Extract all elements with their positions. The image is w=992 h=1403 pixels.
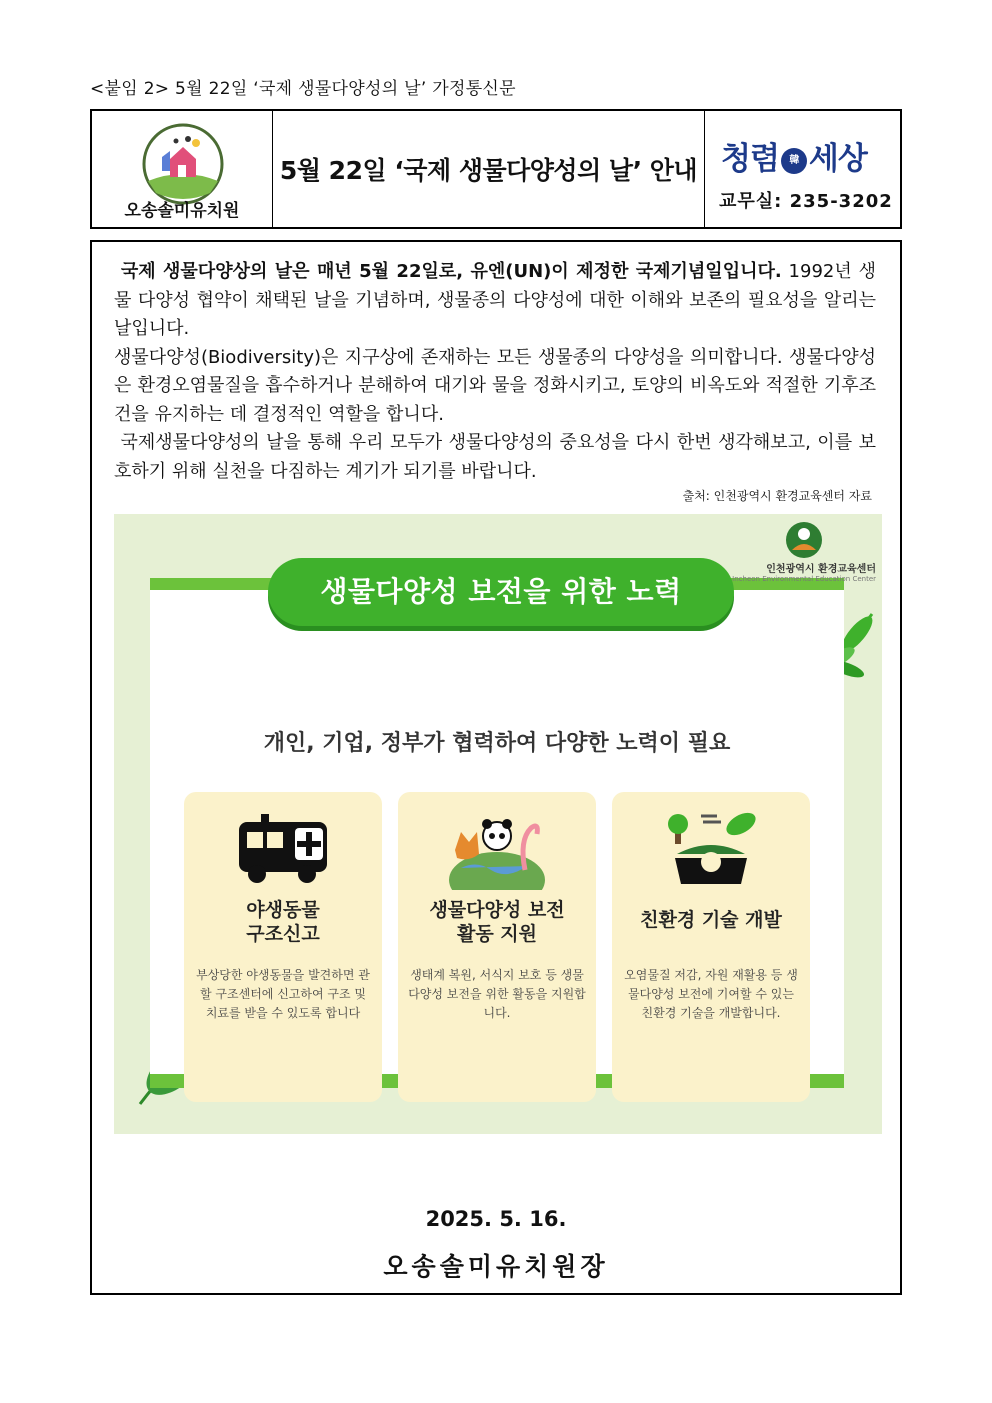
- box-eco-technology: [612, 792, 810, 1102]
- box-title: [398, 898, 596, 946]
- source-note: 출처: 인천광역시 환경교육센터 자료: [682, 489, 872, 503]
- biodiversity-infographic: [114, 514, 882, 1134]
- box-title-line: 생물다양성 보전: [429, 899, 565, 921]
- box-description: 오염물질 저감, 자원 재활용 등 생물다양성 보전에 기여할 수 있는 친환경 기술을 개발합니다.: [624, 968, 798, 1020]
- infographic-banner: 생물다양성 보전을 위한 노력: [268, 558, 734, 626]
- header-table: [90, 109, 902, 229]
- box-title-line: 활동 지원: [456, 923, 538, 945]
- school-cell: [92, 111, 273, 227]
- animals-globe-icon: [447, 810, 547, 890]
- integrity-slogan-logo: [721, 133, 867, 178]
- document-date: 2025. 5. 16.: [425, 1207, 567, 1231]
- slogan-center: 韓: [781, 148, 807, 174]
- paragraph-1-rest: 1992년 생물 다양성 협약이 채택된 날을 기념하며, 생물종의 다양성에 대한 이해와 보존의 필요성을 알리는 날입니다.: [114, 261, 876, 339]
- title-cell: [273, 111, 705, 227]
- paragraph-3: [114, 429, 876, 486]
- document-title: 5월 22일 ‘국제 생물다양성의 날’ 안내: [279, 156, 698, 185]
- slogan-right: 세상: [808, 141, 867, 177]
- infographic-card: [150, 578, 844, 1088]
- box-title-line: 친환경 기술 개발: [640, 909, 782, 931]
- school-name: 오송솔미유치원: [124, 201, 240, 221]
- signer: 오송솔미유치원장: [383, 1252, 609, 1281]
- education-center-name: 인천광역시 환경교육센터: [766, 564, 876, 575]
- box-title: [184, 898, 382, 946]
- box-description: 생태계 복원, 서식지 보호 등 생물다양성 보전을 위한 활동을 지원합니다.: [408, 968, 586, 1020]
- office-phone: 교무실: 235-3202: [719, 191, 893, 212]
- box-description: 부상당한 야생동물을 발견하면 관할 구조센터에 신고하여 구조 및 치료를 받을 수 있도록 합니다: [196, 968, 370, 1020]
- contact-cell: [705, 111, 900, 227]
- education-center-logo: [726, 520, 876, 583]
- box-wildlife-rescue: [184, 792, 382, 1102]
- education-center-emblem-icon: [784, 520, 824, 560]
- paragraph-2: 생물다양성(Biodiversity)은 지구상에 존재하는 모든 생물종의 다양성을 의미합니다. 생물다양성은 환경오염물질을 흡수하거나 분해하여 대기와 물을 정화시키고, 토양의 비옥도와 적절한 기후조건을 유지하는 데 결정적인 역할을 합니다.: [114, 346, 876, 425]
- box-title-line: 구조신고: [246, 923, 320, 945]
- box-title: [612, 908, 810, 932]
- eco-gear-icon: [661, 810, 761, 890]
- box-title-line: 야생동물: [246, 899, 320, 921]
- school-logo-icon: [140, 121, 226, 207]
- paragraph-3-text: 국제생물다양성의 날을 통해 우리 모두가 생물다양성의 중요성을 다시 한번 생각해보고, 이를 보호하기 위해 실천을 다짐하는 계기가 되기를 바랍니다.: [114, 432, 876, 482]
- paragraph-1-bold: 국제 생물다양상의 날은 매년 5월 22일로, 유엔(UN)이 제정한 국제기념일입니다.: [120, 261, 782, 282]
- infographic-subtitle: 개인, 기업, 정부가 협력하여 다양한 노력이 필요: [263, 731, 731, 756]
- paragraph-1: [114, 258, 876, 344]
- box-conservation-support: [398, 792, 596, 1102]
- slogan-left: 청렴: [721, 141, 779, 177]
- body-text: [114, 258, 876, 486]
- education-center-name-en: Incheon Environmental Education Center: [732, 575, 876, 583]
- attachment-line: <붙임 2> 5월 22일 ‘국제 생물다양성의 날’ 가정통신문: [90, 79, 516, 99]
- ambulance-icon: [233, 810, 333, 890]
- main-content-box: [90, 240, 902, 1295]
